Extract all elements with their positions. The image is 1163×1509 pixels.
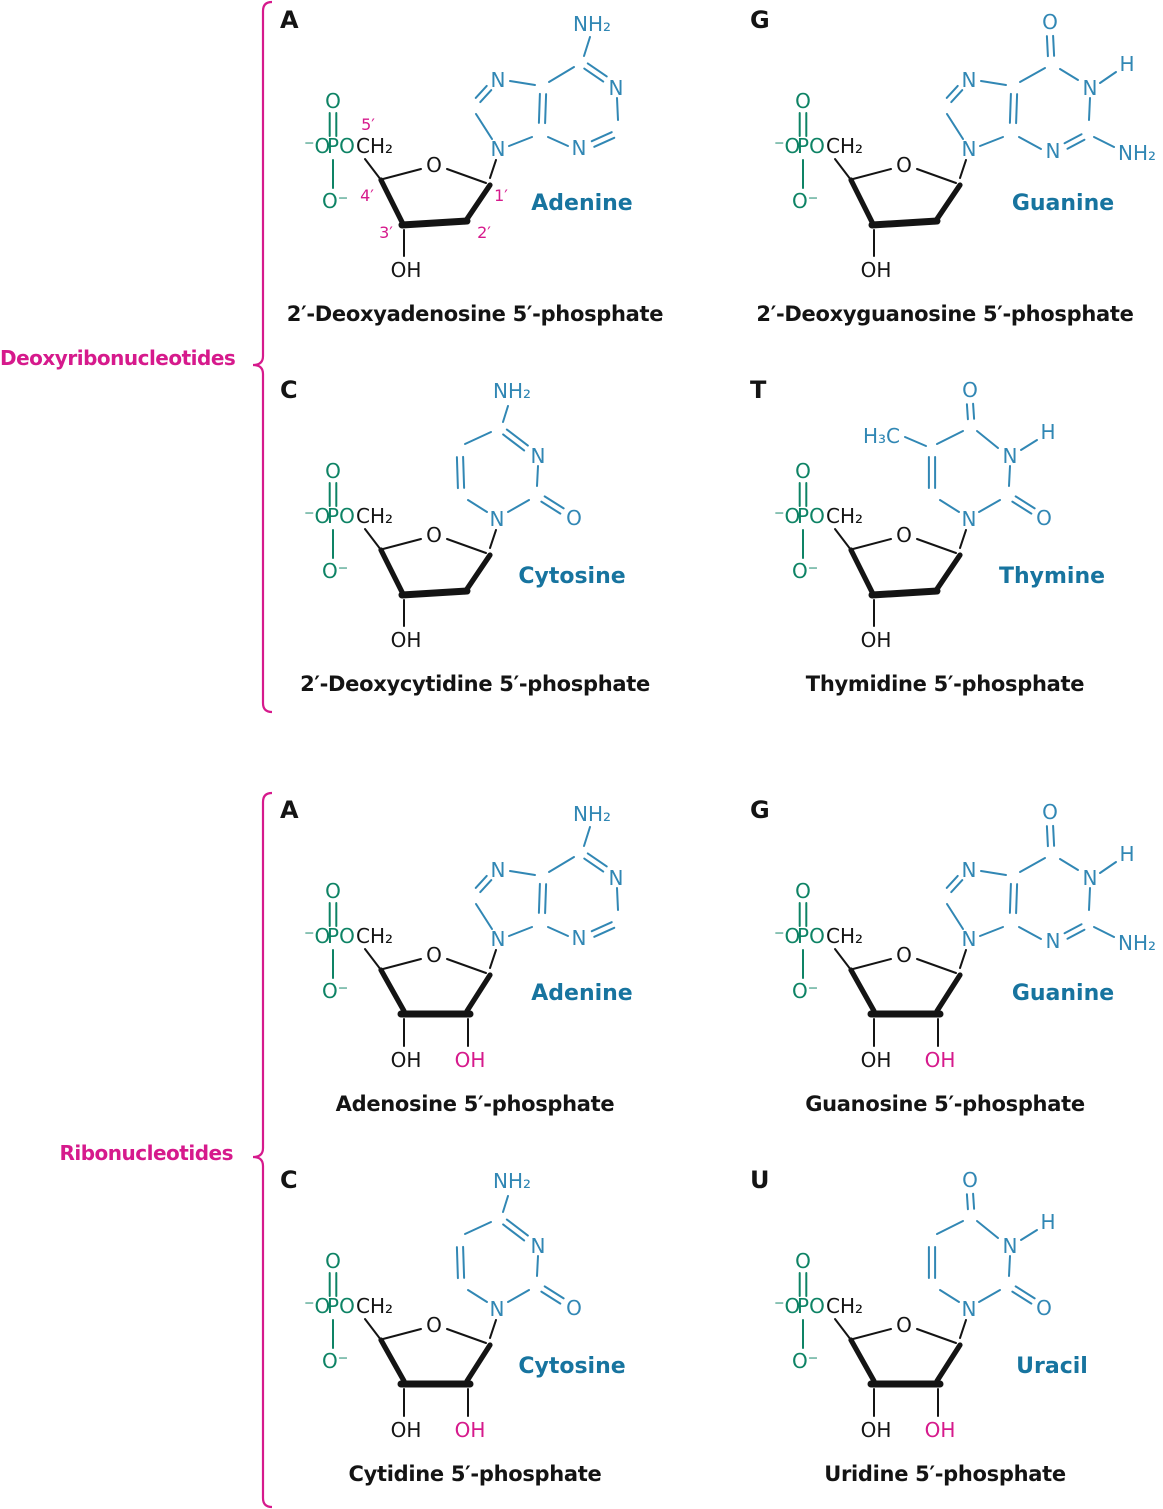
svg-text:O: O: [1042, 10, 1058, 34]
svg-text:N: N: [571, 136, 587, 160]
svg-text:⁻O: ⁻O: [304, 504, 331, 528]
svg-text:O: O: [426, 153, 442, 177]
svg-text:Adenine: Adenine: [531, 191, 633, 216]
panel-letter: A: [280, 6, 299, 34]
svg-text:O: O: [896, 153, 912, 177]
svg-text:O: O: [795, 89, 811, 113]
svg-text:O⁻: O⁻: [322, 979, 349, 1003]
svg-text:H₃C: H₃C: [862, 424, 900, 448]
svg-text:O: O: [426, 1313, 442, 1337]
svg-text:⁻O: ⁻O: [304, 134, 331, 158]
svg-text:Cytosine: Cytosine: [518, 1354, 626, 1379]
panel-deoxyguanosine: [730, 0, 1163, 348]
svg-text:⁻O: ⁻O: [774, 1294, 801, 1318]
svg-text:Guanine: Guanine: [1011, 981, 1115, 1006]
svg-text:N: N: [490, 68, 506, 92]
svg-text:O: O: [809, 504, 825, 528]
structure-deoxycytidine: [260, 370, 693, 670]
svg-text:P: P: [796, 1294, 810, 1318]
structure-caption: 2′-Deoxyadenosine 5′-phosphate: [286, 302, 664, 326]
svg-text:N: N: [489, 1297, 505, 1321]
svg-text:OH: OH: [860, 628, 892, 652]
svg-text:OH: OH: [860, 258, 892, 282]
panel-deoxyadenosine: [260, 0, 693, 348]
panel-letter: C: [280, 1166, 298, 1194]
svg-text:OH: OH: [454, 1418, 486, 1442]
structure-caption: 2′-Deoxyguanosine 5′-phosphate: [756, 302, 1134, 326]
svg-text:N: N: [530, 444, 546, 468]
panel-letter: G: [750, 6, 770, 34]
svg-text:H: H: [1119, 842, 1135, 866]
svg-text:O: O: [339, 134, 355, 158]
svg-text:N: N: [961, 858, 977, 882]
svg-text:OH: OH: [390, 258, 422, 282]
svg-text:O: O: [896, 1313, 912, 1337]
structure-cytidine: [260, 1160, 693, 1460]
panel-letter: C: [280, 376, 298, 404]
svg-text:N: N: [608, 866, 624, 890]
svg-text:O: O: [809, 1294, 825, 1318]
svg-text:O⁻: O⁻: [792, 559, 819, 583]
svg-text:NH₂: NH₂: [572, 802, 612, 826]
panel-adenosine: [260, 790, 693, 1138]
svg-text:CH₂: CH₂: [826, 1294, 864, 1318]
svg-text:N: N: [530, 1234, 546, 1258]
svg-text:NH₂: NH₂: [492, 379, 532, 403]
svg-text:O: O: [325, 89, 341, 113]
svg-text:N: N: [1002, 444, 1018, 468]
svg-text:Cytosine: Cytosine: [518, 564, 626, 589]
svg-text:O: O: [426, 523, 442, 547]
group-label-deoxyribonucleotides: Deoxyribonucleotides: [0, 346, 236, 370]
svg-text:O⁻: O⁻: [792, 189, 819, 213]
svg-text:⁻O: ⁻O: [774, 924, 801, 948]
svg-text:H: H: [1040, 1210, 1056, 1234]
svg-text:O: O: [962, 1168, 978, 1192]
svg-text:NH₂: NH₂: [492, 1169, 532, 1193]
svg-text:Adenine: Adenine: [531, 981, 633, 1006]
panel-deoxycytidine: [260, 370, 693, 718]
svg-text:⁻O: ⁻O: [774, 504, 801, 528]
svg-text:P: P: [326, 504, 340, 528]
svg-text:P: P: [326, 924, 340, 948]
svg-text:O: O: [325, 1249, 341, 1273]
svg-text:O: O: [426, 943, 442, 967]
svg-text:O⁻: O⁻: [322, 1349, 349, 1373]
svg-text:O: O: [896, 523, 912, 547]
svg-text:⁻O: ⁻O: [304, 1294, 331, 1318]
svg-text:CH₂: CH₂: [356, 924, 394, 948]
svg-text:P: P: [796, 924, 810, 948]
svg-text:O: O: [962, 378, 978, 402]
structure-caption: Adenosine 5′-phosphate: [335, 1092, 615, 1116]
structure-deoxyguanosine: [730, 0, 1163, 300]
svg-text:Guanine: Guanine: [1011, 191, 1115, 216]
svg-text:CH₂: CH₂: [356, 134, 394, 158]
svg-text:3′: 3′: [379, 223, 393, 242]
structure-adenosine: [260, 790, 693, 1090]
svg-text:O: O: [1042, 800, 1058, 824]
panel-uridine: [730, 1160, 1163, 1508]
svg-text:O: O: [566, 1296, 582, 1320]
panel-letter: A: [280, 796, 299, 824]
svg-text:1′: 1′: [494, 186, 508, 205]
svg-text:2′: 2′: [477, 223, 491, 242]
svg-text:N: N: [1002, 1234, 1018, 1258]
svg-text:OH: OH: [390, 628, 422, 652]
svg-text:P: P: [796, 134, 810, 158]
svg-text:N: N: [490, 927, 506, 951]
svg-text:N: N: [608, 76, 624, 100]
structure-caption: 2′-Deoxycytidine 5′-phosphate: [300, 672, 650, 696]
svg-text:O⁻: O⁻: [322, 559, 349, 583]
svg-text:OH: OH: [390, 1418, 422, 1442]
svg-text:O⁻: O⁻: [792, 979, 819, 1003]
structure-caption: Guanosine 5′-phosphate: [805, 1092, 1085, 1116]
svg-text:5′: 5′: [361, 115, 375, 134]
svg-text:CH₂: CH₂: [826, 134, 864, 158]
svg-text:N: N: [1082, 866, 1098, 890]
svg-text:O: O: [896, 943, 912, 967]
svg-text:O: O: [325, 459, 341, 483]
svg-text:P: P: [326, 1294, 340, 1318]
svg-text:N: N: [1082, 76, 1098, 100]
structure-caption: Cytidine 5′-phosphate: [348, 1462, 602, 1486]
svg-text:CH₂: CH₂: [826, 504, 864, 528]
svg-text:O⁻: O⁻: [322, 189, 349, 213]
panel-thymidine: [730, 370, 1163, 718]
svg-text:OH: OH: [924, 1048, 956, 1072]
svg-text:CH₂: CH₂: [826, 924, 864, 948]
svg-text:⁻O: ⁻O: [774, 134, 801, 158]
svg-text:Uracil: Uracil: [1016, 1354, 1088, 1379]
svg-text:NH₂: NH₂: [1118, 931, 1157, 955]
svg-text:O: O: [339, 1294, 355, 1318]
panel-letter: U: [750, 1166, 770, 1194]
svg-text:H: H: [1040, 420, 1056, 444]
svg-text:O⁻: O⁻: [792, 1349, 819, 1373]
svg-text:O: O: [566, 506, 582, 530]
structure-uridine: [730, 1160, 1163, 1460]
svg-text:NH₂: NH₂: [1118, 141, 1157, 165]
structure-guanosine: [730, 790, 1163, 1090]
structure-caption: Uridine 5′-phosphate: [824, 1462, 1066, 1486]
panel-letter: G: [750, 796, 770, 824]
svg-text:OH: OH: [454, 1048, 486, 1072]
panel-guanosine: [730, 790, 1163, 1138]
svg-text:O: O: [1036, 1296, 1052, 1320]
svg-text:OH: OH: [390, 1048, 422, 1072]
svg-text:⁻O: ⁻O: [304, 924, 331, 948]
svg-text:OH: OH: [860, 1048, 892, 1072]
svg-text:Thymine: Thymine: [998, 564, 1106, 589]
svg-text:P: P: [796, 504, 810, 528]
svg-text:O: O: [1036, 506, 1052, 530]
svg-text:OH: OH: [924, 1418, 956, 1442]
svg-text:N: N: [571, 926, 587, 950]
svg-text:CH₂: CH₂: [356, 504, 394, 528]
svg-text:O: O: [809, 134, 825, 158]
svg-text:O: O: [339, 504, 355, 528]
svg-text:N: N: [489, 507, 505, 531]
panel-letter: T: [750, 376, 767, 404]
svg-text:O: O: [795, 1249, 811, 1273]
svg-text:N: N: [490, 858, 506, 882]
svg-text:N: N: [490, 137, 506, 161]
svg-text:N: N: [961, 137, 977, 161]
svg-text:N: N: [961, 927, 977, 951]
svg-text:CH₂: CH₂: [356, 1294, 394, 1318]
svg-text:N: N: [961, 1297, 977, 1321]
svg-text:O: O: [795, 459, 811, 483]
svg-text:O: O: [809, 924, 825, 948]
svg-text:OH: OH: [860, 1418, 892, 1442]
structure-caption: Thymidine 5′-phosphate: [805, 672, 1085, 696]
svg-text:H: H: [1119, 52, 1135, 76]
svg-text:P: P: [326, 134, 340, 158]
structure-thymidine: [730, 370, 1163, 670]
svg-text:O: O: [325, 879, 341, 903]
svg-text:O: O: [339, 924, 355, 948]
structure-deoxyadenosine: [260, 0, 693, 300]
group-label-ribonucleotides: Ribonucleotides: [59, 1141, 233, 1165]
svg-text:N: N: [961, 507, 977, 531]
svg-text:4′: 4′: [360, 186, 374, 205]
panel-cytidine: [260, 1160, 693, 1508]
svg-text:O: O: [795, 879, 811, 903]
svg-text:NH₂: NH₂: [572, 12, 612, 36]
svg-text:N: N: [1045, 929, 1061, 953]
svg-text:N: N: [1045, 139, 1061, 163]
svg-text:N: N: [961, 68, 977, 92]
